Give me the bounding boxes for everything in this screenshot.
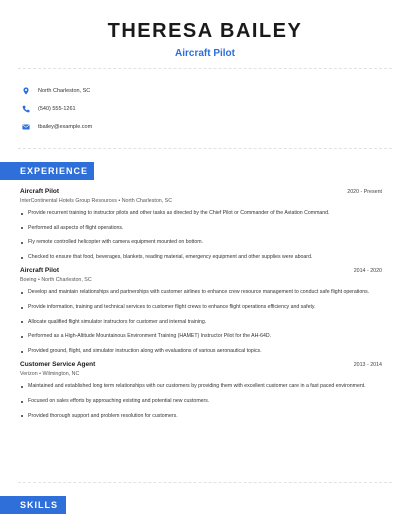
section-heading-skills: SKILLS [0, 496, 66, 514]
candidate-name: THERESA BAILEY [107, 20, 303, 42]
job-dates: 2013 - 2014 [353, 362, 382, 369]
location-pin-icon [22, 87, 30, 95]
job-dates: 2020 - Present [347, 189, 382, 195]
job-dates: 2014 - 2020 [353, 268, 382, 275]
job-employer: Verizon • Wilmington, NC [20, 371, 80, 378]
job-company: Boeing [20, 277, 37, 284]
job-title: Aircraft Pilot [20, 267, 60, 275]
contact-phone [22, 100, 92, 118]
email-text: tbailey@example.com [38, 124, 93, 130]
contact-email [22, 118, 92, 136]
job-bullets [20, 210, 382, 261]
contact-location [22, 82, 92, 100]
job-bullet: Provided ground, flight, and simulator instruction along with evaluations of various aeronautical topics. [20, 348, 382, 356]
resume-header [0, 0, 410, 59]
divider [18, 148, 392, 149]
experience-list [20, 188, 382, 426]
job-entry [20, 361, 382, 420]
email-icon [22, 123, 30, 131]
job-bullet: Provided thorough support and problem resolution for customers. [20, 413, 382, 421]
job-bullet: Allocate qualified flight simulator instructors for customer and internal training. [20, 319, 382, 327]
job-bullet: Provide recurrent training to instructor pilots and other tasks as directed by the Chief Pilot or Commander of the Aviation Command. [20, 210, 382, 218]
job-employer: Boeing • North Charleston, SC [20, 277, 92, 284]
job-company: InterContinental Hotels Group Resources [20, 198, 117, 204]
job-company: Verizon [20, 371, 38, 378]
phone-text: (540) 555-1261 [38, 106, 76, 112]
job-bullet: Checked to ensure that food, beverages, blankets, reading material, emergency equipment and other supplies were aboard. [20, 254, 382, 262]
job-bullets [20, 383, 382, 420]
job-bullets [20, 289, 382, 355]
section-heading-experience: EXPERIENCE [0, 162, 94, 180]
job-location: North Charleston, SC [121, 198, 173, 204]
job-entry [20, 267, 382, 355]
job-title: Aircraft Pilot [20, 188, 60, 195]
job-location: Wilmington, NC [42, 371, 80, 378]
divider [18, 68, 392, 69]
candidate-role: Aircraft Pilot [174, 48, 235, 59]
job-title: Customer Service Agent [20, 361, 96, 369]
location-text: North Charleston, SC [38, 88, 91, 94]
job-bullet: Performed all aspects of flight operations. [20, 225, 382, 233]
contact-info [22, 82, 92, 136]
job-location: North Charleston, SC [41, 277, 92, 284]
job-bullet: Focused on sales efforts by approaching existing and potential new customers. [20, 398, 382, 406]
divider [18, 482, 392, 483]
job-bullet: Fly remote controlled helicopter with camera equipment mounted on bottom. [20, 239, 382, 247]
job-bullet: Develop and maintain relationships and partnerships with customer airlines to enhance crew resource management to conduct safe flight operations. [20, 289, 382, 297]
phone-icon [22, 105, 30, 113]
job-entry [20, 188, 382, 261]
job-employer: InterContinental Hotels Group Resources • North Charleston, SC [20, 198, 173, 204]
job-bullet: Provide information, training and technical services to customer flight crews to enhance flight operations efficiency and safety. [20, 304, 382, 312]
job-bullet: Performed as a High-Altitude Mountainous Environment Training (HAMET) Instructor Pilot for the AH-64D. [20, 333, 382, 341]
job-bullet: Maintained and established long term relationships with our customers by providing them with excellent customer care in a fast paced environment. [20, 383, 382, 391]
